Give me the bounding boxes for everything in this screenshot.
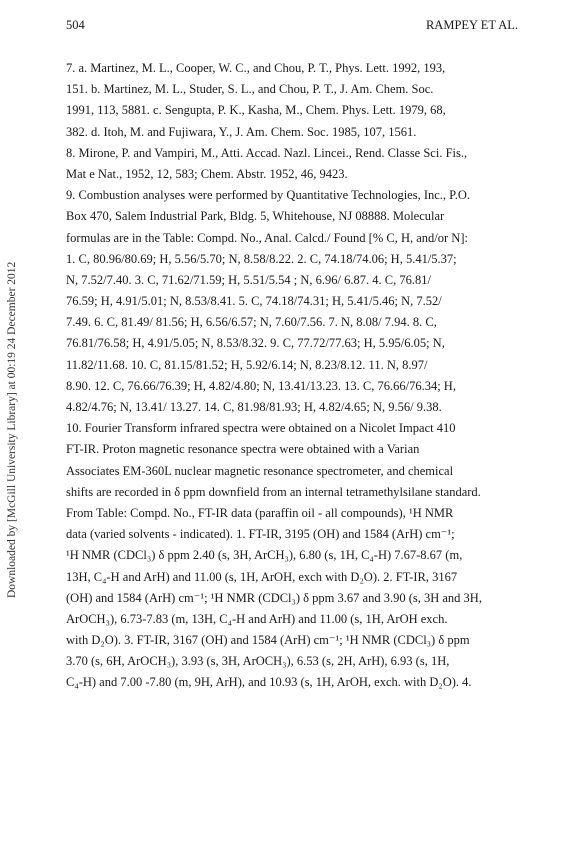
text-line: data (varied solvents - indicated). 1. FT-IR, 3195 (OH) and 1584 (ArH) cm⁻¹; <box>66 527 455 542</box>
text-line: 13H, C₄-H and ArH) and 11.00 (s, 1H, ArOH, exch with D₂O). 2. FT-IR, 3167 <box>66 569 458 584</box>
text-line: 1. C, 80.96/80.69; H, 5.56/5.70; N, 8.58/8.22. 2. C, 74.18/74.06; H, 5.41/5.37; <box>66 251 457 266</box>
text-line: ArOCH₃), 6.73-7.83 (m, 13H, C₄-H and ArH) and 11.00 (s, 1H, ArOH exch. <box>66 611 448 626</box>
text-line: 8.90. 12. C, 76.66/76.39; H, 4.82/4.80; N, 13.41/13.23. 13. C, 76.66/76.34; H, <box>66 378 456 393</box>
text-line: 76.59; H, 4.91/5.01; N, 8.53/8.41. 5. C, 74.18/74.31; H, 5.41/5.46; N, 7.52/ <box>66 294 442 309</box>
text-line: Mat e Nat., 1952, 12, 583; Chem. Abstr. 1952, 46, 9423. <box>66 166 348 181</box>
text-line: 1991, 113, 5881. c. Sengupta, P. K., Kasha, M., Chem. Phys. Lett. 1979, 68, <box>66 103 446 118</box>
reference-notes <box>66 58 518 694</box>
text-line: 4.82/4.76; N, 13.41/ 13.27. 14. C, 81.98/81.93; H, 4.82/4.65; N, 9.56/ 9.38. <box>66 400 442 414</box>
text-line: 3.70 (s, 6H, ArOCH₃), 3.93 (s, 3H, ArOCH₃), 6.53 (s, 2H, ArH), 6.93 (s, 1H, <box>66 654 450 669</box>
page-number: 504 <box>66 18 85 32</box>
text-line: 9. Combustion analyses were performed by Quantitative Technologies, Inc., P.O. <box>66 188 471 203</box>
text-line: 382. d. Itoh, M. and Fujiwara, Y., J. Am. Chem. Soc. 1985, 107, 1561. <box>66 124 417 139</box>
text-line: 151. b. Martinez, M. L., Studer, S. L., and Chou, P. T., J. Am. Chem. Soc. <box>66 82 434 97</box>
text-line: 76.81/76.58; H, 4.91/5.05; N, 8.53/8.32. 9. C, 77.72/77.63; H, 5.95/6.05; N, <box>66 336 445 351</box>
text-line: 7. a. Martinez, M. L., Cooper, W. C., and Chou, P. T., Phys. Lett. 1992, 193, <box>66 61 446 75</box>
download-watermark: Downloaded by [McGill University Library] at 00:19 24 December 2012 <box>6 261 18 598</box>
text-line: 7.49. 6. C, 81.49/ 81.56; H, 6.56/6.57; N, 7.60/7.56. 7. N, 8.08/ 7.94. 8. C, <box>66 315 437 330</box>
text-line: ¹H NMR (CDCl₃) δ ppm 2.40 (s, 3H, ArCH₃), 6.80 (s, 1H, C₄-H) 7.67-8.67 (m, <box>66 548 463 563</box>
running-head: RAMPEY ET AL. <box>425 18 518 32</box>
text-line: N, 7.52/7.40. 3. C, 71.62/71.59; H, 5.51/5.54 ; N, 6.96/ 6.87. 4. C, 76.81/ <box>66 272 431 287</box>
text-line: formulas are in the Table: Compd. No., Anal. Calcd./ Found [% C, H, and/or N]: <box>66 230 468 245</box>
text-line: with D₂O). 3. FT-IR, 3167 (OH) and 1584 (ArH) cm⁻¹; ¹H NMR (CDCl₃) δ ppm <box>66 633 470 648</box>
text-line: 10. Fourier Transform infrared spectra were obtained on a Nicolet Impact 410 <box>66 421 456 436</box>
text-line: FT-IR. Proton magnetic resonance spectra were obtained with a Varian <box>66 442 420 457</box>
text-line: C₄-H) and 7.00 -7.80 (m, 9H, ArH), and 10.93 (s, 1H, ArOH, exch. with D₂O). 4. <box>66 675 472 690</box>
text-line: shifts are recorded in δ ppm downfield from an internal tetramethylsilane standard. <box>66 484 481 499</box>
text-line: 8. Mirone, P. and Vampiri, M., Atti. Accad. Nazl. Lincei., Rend. Classe Sci. Fis., <box>66 145 468 160</box>
text-line: Box 470, Salem Industrial Park, Bldg. 5, Whitehouse, NJ 08888. Molecular <box>66 209 445 224</box>
text-line: From Table: Compd. No., FT-IR data (paraffin oil - all compounds), ¹H NMR <box>66 505 454 520</box>
text-line: 11.82/11.68. 10. C, 81.15/81.52; H, 5.92/6.14; N, 8.23/8.12. 11. N, 8.97/ <box>66 357 428 372</box>
text-line: (OH) and 1584 (ArH) cm⁻¹; ¹H NMR (CDCl₃) δ ppm 3.67 and 3.90 (s, 3H and 3H, <box>66 590 482 605</box>
text-line: Associates EM-360L nuclear magnetic resonance spectrometer, and chemical <box>66 463 454 478</box>
